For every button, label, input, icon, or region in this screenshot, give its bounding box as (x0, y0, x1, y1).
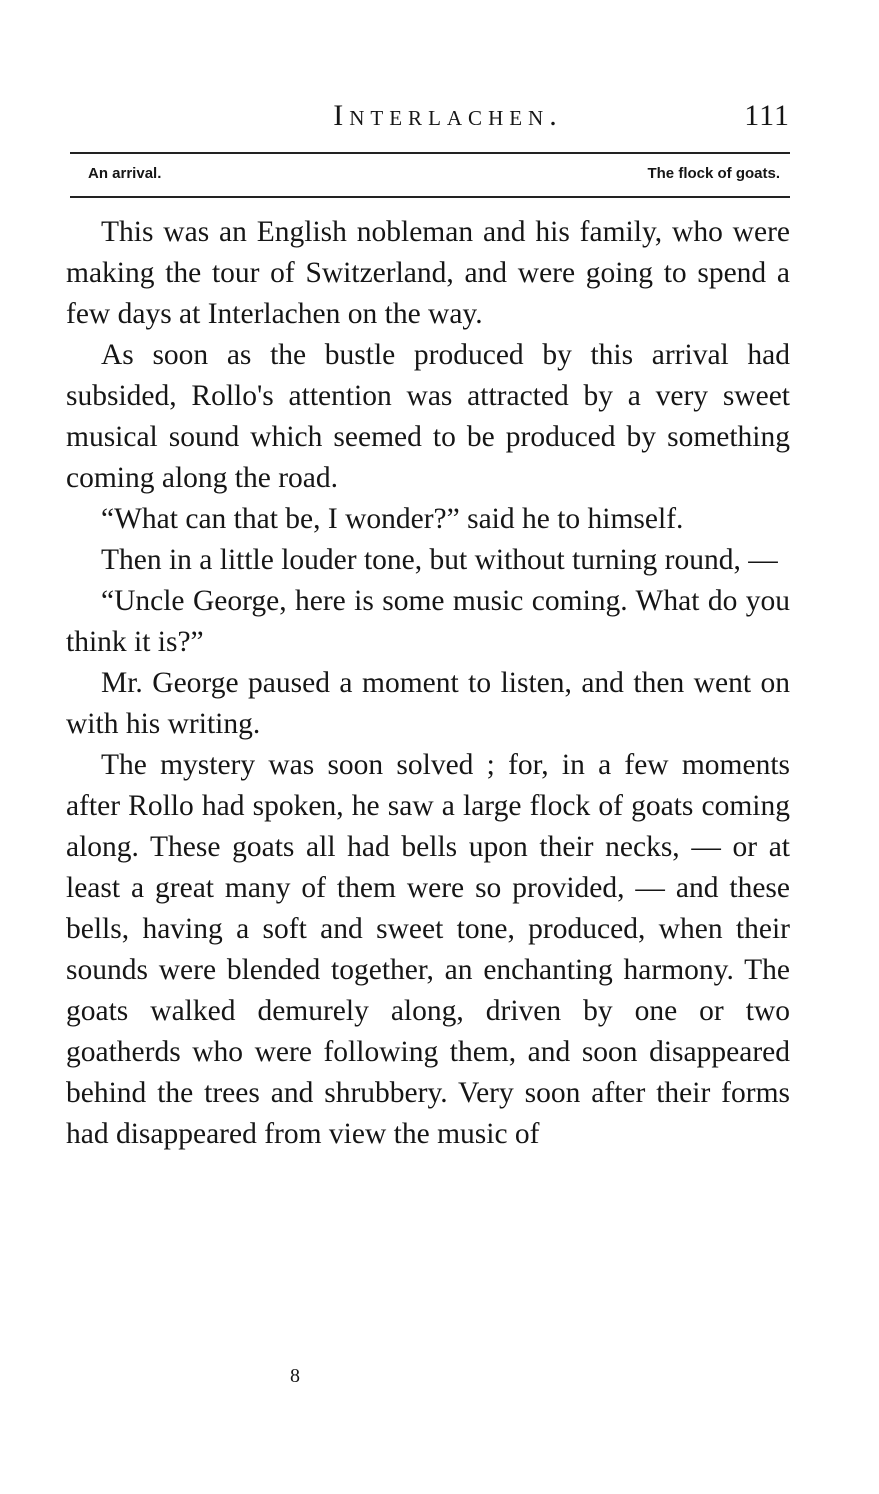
side-note-right: The flock of goats. (647, 165, 780, 182)
book-page (66, 96, 790, 1150)
page-number: 111 (744, 99, 790, 132)
paragraph: Mr. George paused a moment to listen, and then went on with his writing. (66, 667, 790, 740)
paragraph: As soon as the bustle produced by this arrival had subsided, Rollo's attention was attracted by a very sweet musical sound which seemed to be produced by something coming along the road. (66, 339, 790, 494)
running-head (66, 96, 790, 142)
header-rule-bottom (70, 196, 790, 198)
paragraph: The mystery was soon solved ; for, in a few moments after Rollo had spoken, he saw a large flock of goats coming along. These goats all had bells upon their necks, — or at least a great many of them were so provided, — and these bells, having a soft and sweet tone, produced, when their sounds were blended together, an enchanting harmony. The goats walked demurely along, driven by one or two goatherds who were following them, and soon disappeared behind the trees and shrubbery. Very soon after their forms had disappeared from view the music of (66, 749, 790, 1150)
signature-mark: 8 (290, 1365, 300, 1387)
paragraph: This was an English nobleman and his family, who were making the tour of Switzerland, and were going to spend a few days at Interlachen on the way. (66, 216, 790, 330)
paragraph: Then in a little louder tone, but without turning round, — (101, 544, 778, 576)
paragraph: “Uncle George, here is some music coming. What do you think it is?” (66, 585, 790, 658)
side-note-left: An arrival. (88, 165, 162, 182)
running-title: Interlachen. (333, 99, 563, 132)
side-notes (88, 160, 780, 188)
header-rule-top (70, 152, 790, 154)
paragraph: “What can that be, I wonder?” said he to himself. (101, 503, 684, 535)
body-text (66, 212, 790, 1155)
